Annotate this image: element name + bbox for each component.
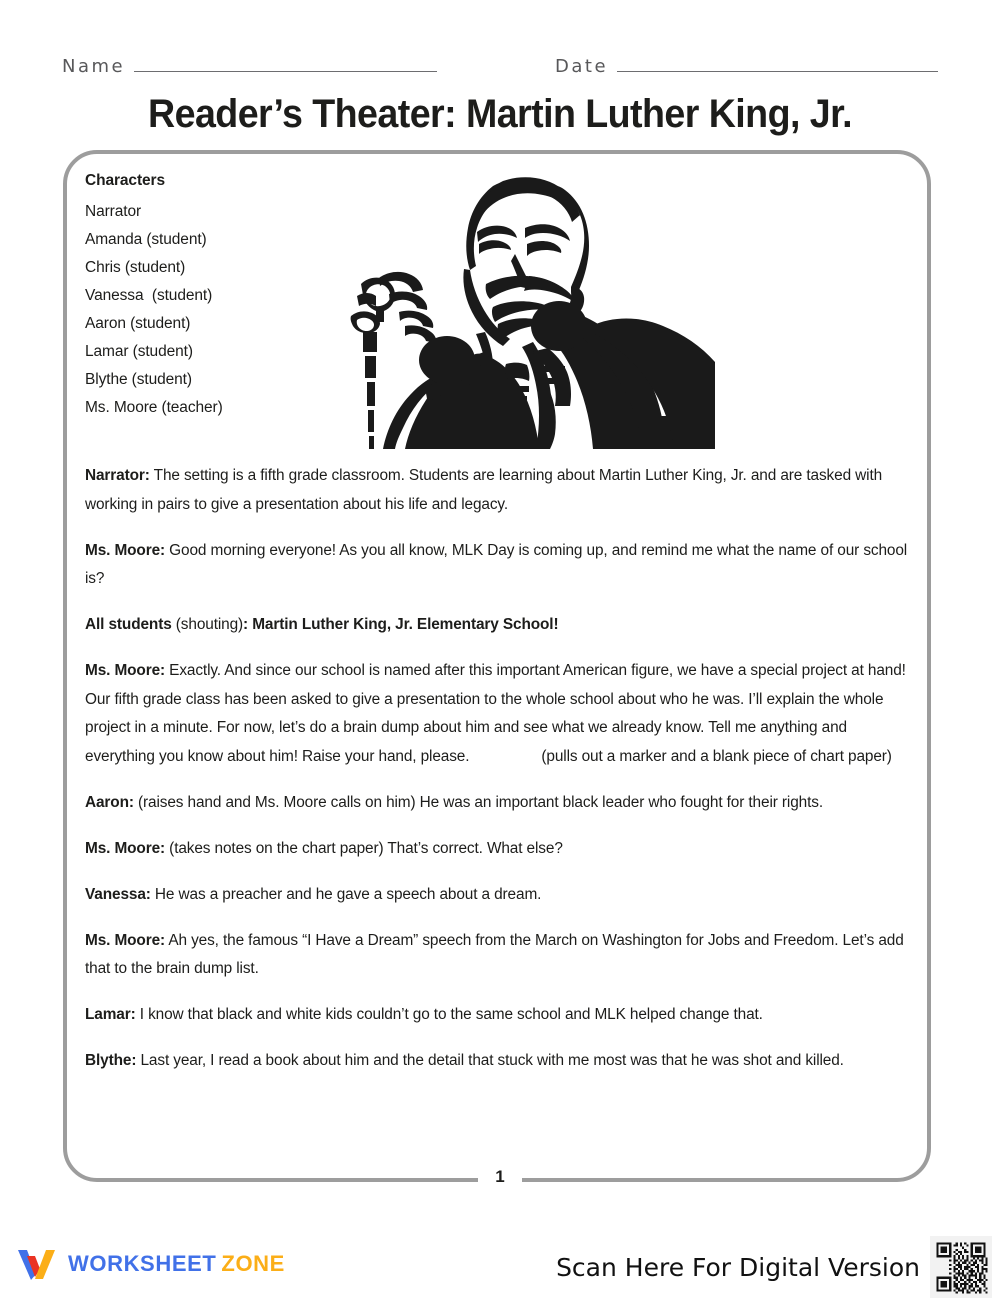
scan-for-digital-version[interactable] — [556, 1236, 992, 1298]
dialogue-text: Last year, I read a book about him and the detail that stuck with me most was that he was shot and killed. — [136, 1052, 844, 1070]
speaker-label: Aaron: — [85, 793, 134, 811]
script-line-vanessa — [85, 881, 915, 910]
logo-text — [68, 1251, 285, 1277]
characters-heading: Characters — [85, 172, 165, 189]
script-line-ms-moore-3 — [85, 835, 915, 864]
name-label: Name — [62, 56, 126, 77]
logo-word-worksheet: WORKSHEET — [68, 1251, 217, 1276]
logo-mark-icon — [14, 1246, 60, 1282]
date-label: Date — [555, 56, 609, 77]
page-number: 1 — [495, 1167, 505, 1186]
name-field[interactable] — [62, 56, 437, 77]
script-line-lamar — [85, 1001, 915, 1030]
mlk-portrait-illustration — [343, 166, 715, 449]
dialogue-text: (raises hand and Ms. Moore calls on him) He was an important black leader who fought for their rights. — [133, 793, 823, 811]
worksheet-zone-logo[interactable] — [14, 1246, 285, 1282]
speaker-label: Blythe: — [85, 1052, 137, 1070]
speaker-label: Narrator: — [85, 467, 150, 485]
dialogue-text: The setting is a fifth grade classroom. Students are learning about Martin Luther King, Jr. and are tasked with working in pairs to give a presentation about his life and legacy. — [85, 467, 883, 513]
dialogue-text: Good morning everyone! As you all know, MLK Day is coming up, and remind me what the name of our school is? — [85, 541, 908, 588]
script-line-ms-moore-1 — [85, 537, 915, 594]
speaker-label: Vanessa: — [85, 885, 151, 903]
dialogue-text: Exactly. And since our school is named after this important American figure, we have a special project at hand! Our fifth grade class has been asked to give a presentation to the whole school about who he was. I’ll explain the whole project in a minute. For now, let’s do a brain dump about him and see what we already know. Tell me anything and everything you know about him! Raise your hand, please. — [85, 662, 906, 765]
dialogue-text: I know that black and white kids couldn’t go to the same school and MLK helped change that. — [135, 1006, 763, 1024]
name-write-line[interactable] — [134, 58, 437, 72]
dialogue-text: (takes notes on the chart paper) That’s correct. What else? — [165, 839, 563, 857]
list-item: Ms. Moore (teacher) — [85, 399, 223, 416]
scan-text: Scan Here For Digital Version — [556, 1252, 920, 1282]
script-line-narrator — [85, 462, 915, 519]
list-item: Vanessa (student) — [85, 287, 213, 304]
list-item: Aaron (student) — [85, 315, 191, 332]
script-line-ms-moore-2 — [85, 657, 915, 771]
header-fields — [62, 56, 938, 86]
speaker-label: Ms. Moore: — [85, 662, 166, 680]
speaker-label: Ms. Moore: — [85, 541, 166, 559]
script-body — [85, 447, 915, 1093]
logo-word-zone: ZONE — [221, 1251, 285, 1276]
worksheet-content-box — [63, 150, 931, 1182]
script-line-blythe — [85, 1047, 915, 1076]
date-field[interactable] — [555, 56, 938, 77]
list-item: Chris (student) — [85, 259, 186, 276]
footer — [0, 1228, 1000, 1294]
dialogue-text: : Martin Luther King, Jr. Elementary School! — [243, 616, 559, 634]
script-line-all-students — [85, 611, 915, 640]
speaker-label: Ms. Moore: — [85, 931, 166, 949]
characters-block — [85, 172, 365, 422]
script-line-aaron — [85, 789, 915, 818]
speaker-label: Lamar: — [85, 1006, 136, 1024]
speaker-label: Ms. Moore: — [85, 839, 166, 857]
speaker-label: All students — [85, 616, 172, 634]
list-item: Lamar (student) — [85, 343, 193, 360]
page-title: Reader’s Theater: Martin Luther King, Jr. — [148, 92, 852, 136]
script-line-ms-moore-4 — [85, 927, 915, 984]
dialogue-text: He was a preacher and he gave a speech about a dream. — [150, 885, 542, 903]
date-write-line[interactable] — [617, 58, 938, 72]
qr-code-icon[interactable] — [930, 1236, 992, 1298]
stage-direction: (shouting) — [171, 616, 244, 634]
dialogue-text: Ah yes, the famous “I Have a Dream” speech from the March on Washington for Jobs and Freedom. Let’s add that to the brain dump list. — [85, 931, 904, 978]
list-item: Narrator — [85, 203, 142, 220]
stage-direction: (pulls out a marker and a blank piece of chart paper) — [541, 747, 892, 765]
list-item: Blythe (student) — [85, 371, 192, 388]
list-item: Amanda (student) — [85, 231, 207, 248]
